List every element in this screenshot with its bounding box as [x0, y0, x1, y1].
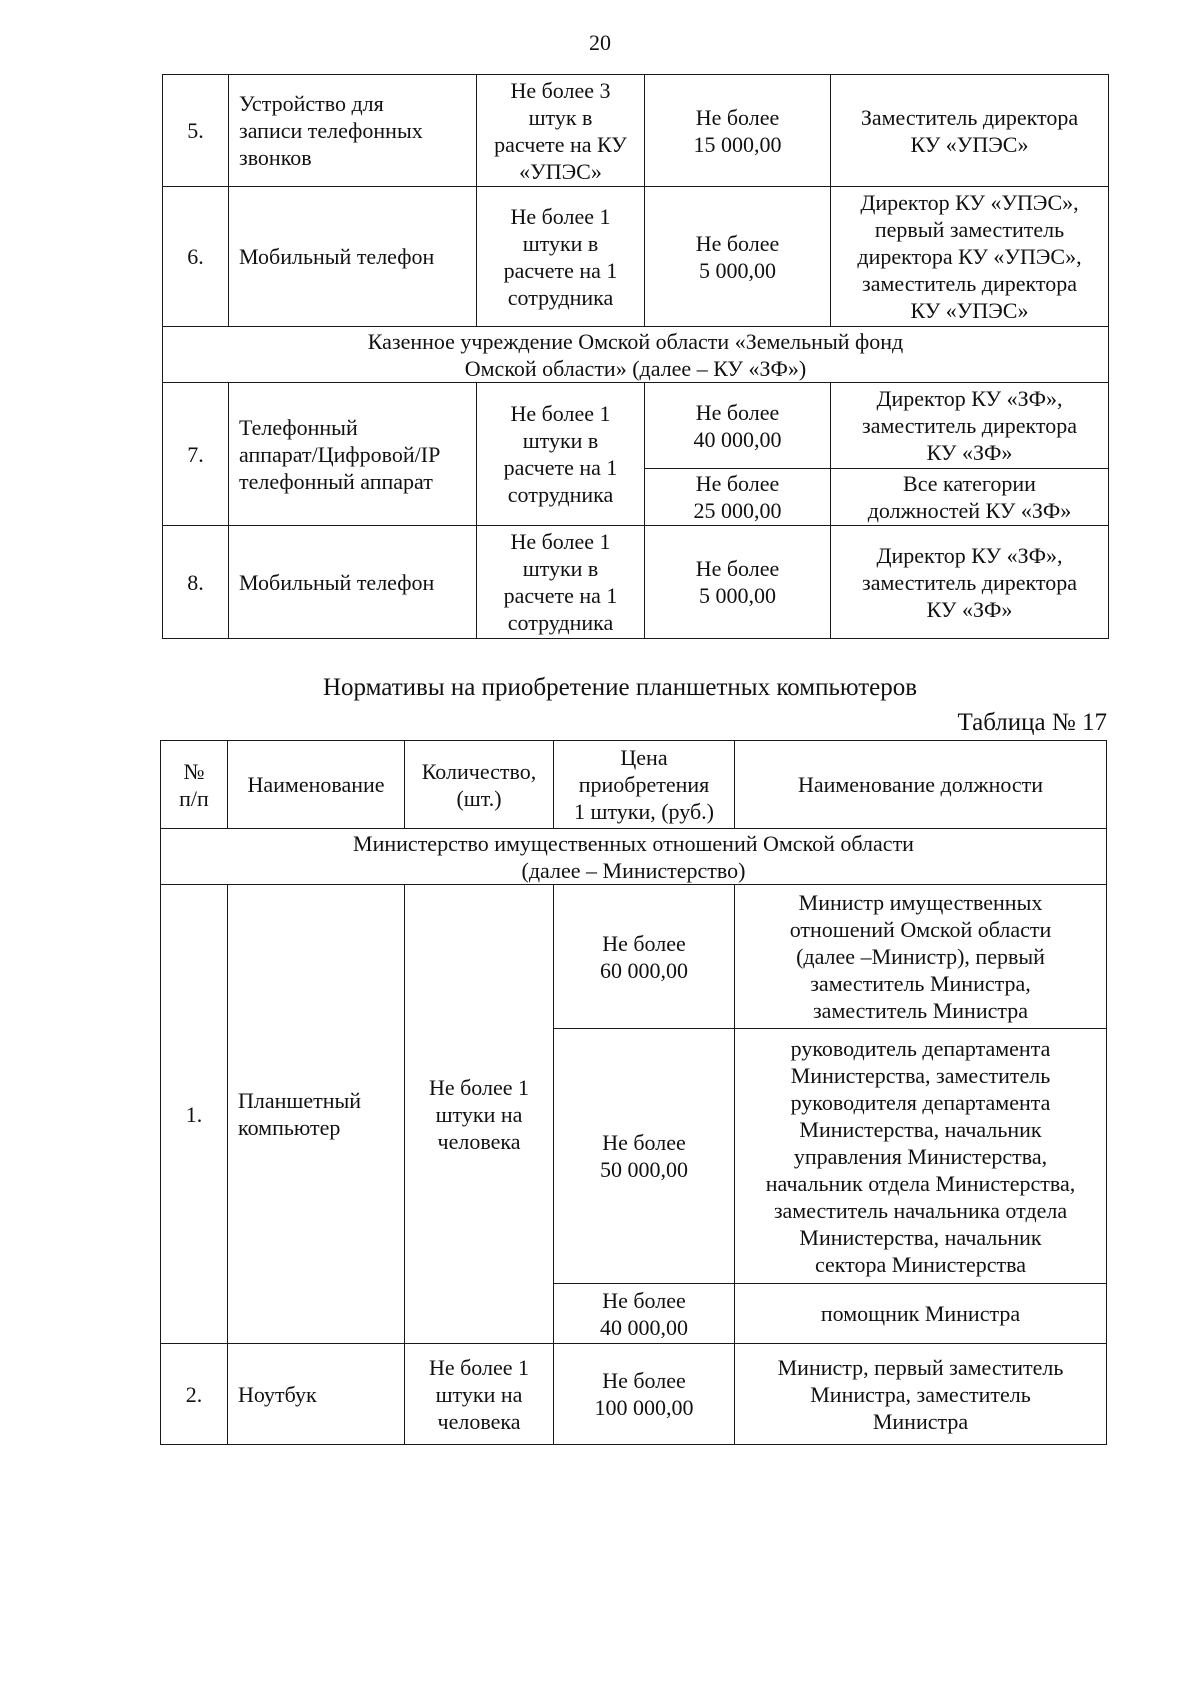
row-number: 2. [161, 1344, 228, 1445]
cell-line: управления Министерства, [793, 1143, 1048, 1169]
cell-line: Не более 1 [510, 401, 611, 426]
cell-line: аппарат/Цифровой/IP [239, 441, 441, 467]
cell-line: помощник Министра [820, 1301, 1021, 1326]
cell-line: Наименование должности [797, 772, 1044, 797]
cell-line: 40 000,00 [693, 426, 782, 452]
item-quantity [405, 885, 554, 1344]
item-price [645, 469, 831, 526]
cell-line: Министр, первый заместитель [777, 1354, 1064, 1380]
cell-line: начальник отдела Министерства, [765, 1170, 1076, 1196]
row-number: 5. [163, 75, 229, 187]
item-name [229, 526, 477, 639]
cell-line: Не более 1 [428, 1074, 530, 1100]
cell-line: заместитель начальника отдела [773, 1197, 1068, 1223]
cell-line: 100 000,00 [594, 1395, 694, 1420]
item-name [228, 885, 405, 1344]
cell-line: Казенное учреждение Омской области «Земельный фонд [367, 328, 904, 354]
item-name [228, 1344, 405, 1445]
cell-line: Не более [602, 930, 686, 956]
cell-line: 25 000,00 [693, 498, 782, 523]
cell-line: руководителя департамента [790, 1089, 1051, 1115]
cell-line: Не более [602, 1130, 686, 1155]
cell-line: Не более [695, 471, 780, 496]
cell-line: Директор КУ «УПЭС», [860, 190, 1079, 215]
item-positions [831, 469, 1109, 526]
cell-line: Министерства, заместитель [790, 1062, 1051, 1088]
item-positions [831, 526, 1109, 639]
item-price [645, 383, 831, 469]
cell-line: (шт.) [456, 785, 502, 811]
cell-line: Не более [695, 104, 780, 130]
cell-line: № [183, 758, 205, 784]
cell-line: Количество, [421, 758, 537, 784]
cell-line: Не более [695, 230, 780, 256]
cell-line: Не более 1 [510, 529, 611, 554]
item-positions [831, 383, 1109, 469]
cell-line: руководитель департамента [790, 1035, 1051, 1061]
cell-line: штуки в [522, 428, 599, 453]
cell-line: штуки в [522, 230, 599, 256]
page-number: 20 [589, 30, 611, 55]
cell-line: КУ «ЗФ» [926, 440, 1013, 465]
cell-line: Не более [602, 1368, 686, 1393]
cell-line: КУ «УПЭС» [910, 298, 1029, 323]
cell-line: КУ «ЗФ» [926, 596, 1013, 622]
header-positions [735, 741, 1107, 829]
cell-line: Все категории [903, 471, 1036, 496]
cell-line: Министра [872, 1408, 969, 1434]
row-number: 8. [163, 526, 229, 639]
cell-line: 15 000,00 [693, 131, 782, 157]
cell-line: заместитель директора [862, 413, 1077, 438]
cell-line: сотрудника [507, 284, 614, 310]
cell-line: заместитель Министра, [810, 971, 1031, 996]
cell-line: Министерства, начальник [799, 1224, 1042, 1250]
cell-line: (далее – Министерство) [521, 857, 746, 883]
item-quantity [477, 526, 645, 639]
item-price [645, 187, 831, 327]
cell-line: Министра, заместитель [810, 1381, 1031, 1407]
item-quantity [477, 383, 645, 526]
cell-line: 1 штуки, (руб.) [574, 799, 714, 824]
cell-line: расчете на 1 [503, 257, 618, 283]
cell-line: отношений Омской области [789, 917, 1052, 942]
cell-line: Устройство для [239, 91, 384, 116]
cell-line: Не более [695, 556, 780, 581]
cell-line: Цена [620, 745, 668, 770]
cell-line: компьютер [238, 1115, 341, 1140]
cell-line: заместитель директора [862, 569, 1077, 595]
cell-line: штуки на [435, 1101, 523, 1127]
section-row [161, 829, 1107, 885]
row-number: 6. [163, 187, 229, 327]
item-quantity [477, 187, 645, 327]
section-row [163, 327, 1109, 383]
cell-line: штук в [528, 104, 593, 130]
item-name [229, 75, 477, 187]
item-price [554, 885, 735, 1029]
cell-line: Не более 3 [510, 77, 611, 103]
cell-line: Министерства, начальник [799, 1116, 1042, 1142]
header-name [228, 741, 405, 829]
cell-line: 50 000,00 [600, 1157, 688, 1182]
item-positions [831, 187, 1109, 327]
table-header-row [161, 741, 1107, 829]
cell-line: Директор КУ «ЗФ», [876, 542, 1063, 568]
cell-line: штуки в [522, 556, 599, 581]
cell-line: Не более [602, 1287, 686, 1313]
cell-line: директора КУ «УПЭС», [857, 244, 1082, 269]
cell-line: Ноутбук [238, 1381, 317, 1407]
cell-line: Наименование [247, 772, 385, 797]
item-price [554, 1284, 735, 1344]
cell-line: Мобильный телефон [239, 569, 435, 595]
cell-line: Министр имущественных [798, 890, 1043, 915]
cell-line: Телефонный [239, 414, 358, 440]
cell-line: Планшетный [238, 1088, 362, 1113]
table-row [163, 75, 1109, 187]
item-positions [735, 1344, 1107, 1445]
row-number: 1. [161, 885, 228, 1344]
cell-line: Директор КУ «ЗФ», [876, 386, 1063, 411]
cell-line: 5 000,00 [699, 583, 776, 608]
cell-line: штуки на [435, 1381, 523, 1407]
item-positions [735, 1029, 1107, 1284]
cell-line: человека [437, 1128, 521, 1154]
item-price [554, 1344, 735, 1445]
section-title: Нормативы на приобретение планшетных компьютеров [322, 674, 918, 701]
cell-line: Министерство имущественных отношений Омской области [353, 830, 914, 856]
item-positions [735, 885, 1107, 1029]
cell-line: звонков [239, 145, 312, 170]
cell-line: Омской области» (далее – КУ «ЗФ») [464, 355, 807, 381]
table-row [163, 187, 1109, 327]
item-positions [735, 1284, 1107, 1344]
cell-line: 5 000,00 [699, 257, 776, 283]
cell-line: сотрудника [507, 610, 614, 635]
cell-line: Не более 1 [510, 203, 611, 229]
cell-line: расчете на 1 [503, 583, 618, 608]
item-price [645, 75, 831, 187]
item-name [229, 383, 477, 526]
row-number: 7. [163, 383, 229, 526]
cell-line: расчете на 1 [503, 455, 618, 480]
item-name [229, 187, 477, 327]
cell-line: 60 000,00 [600, 957, 688, 983]
cell-line: заместитель Министра [812, 998, 1029, 1023]
table-row [163, 383, 1109, 469]
cell-line: сектора Министерства [814, 1251, 1027, 1277]
cell-line: Заместитель директора [860, 104, 1079, 130]
item-positions [831, 75, 1109, 187]
cell-line: заместитель директора [862, 271, 1077, 296]
cell-line: приобретения [578, 772, 710, 797]
section-title-zf [163, 327, 1109, 383]
cell-line: Не более [695, 399, 780, 425]
equipment-table-continued [162, 74, 1109, 639]
cell-line: Мобильный телефон [239, 244, 435, 269]
table-row [161, 1344, 1107, 1445]
cell-line: первый заместитель [874, 217, 1065, 242]
cell-line: Не более 1 [428, 1354, 530, 1380]
item-price [554, 1029, 735, 1284]
table-caption: Таблица № 17 [957, 709, 1107, 736]
cell-line: человека [437, 1408, 521, 1434]
section-title-ministry [161, 829, 1107, 885]
tablet-norms-table [160, 740, 1107, 1445]
header-price [554, 741, 735, 829]
cell-line: записи телефонных [239, 118, 423, 143]
cell-line: телефонный аппарат [239, 468, 433, 494]
cell-line: «УПЭС» [519, 158, 602, 184]
cell-line: (далее –Министр), первый [796, 944, 1045, 969]
cell-line: 40 000,00 [600, 1314, 688, 1340]
item-quantity [477, 75, 645, 187]
table-row [161, 885, 1107, 1029]
cell-line: сотрудника [507, 482, 614, 507]
cell-line: КУ «УПЭС» [910, 131, 1029, 157]
cell-line: расчете на КУ [494, 131, 627, 157]
header-quantity [405, 741, 554, 829]
table-row [163, 526, 1109, 639]
item-quantity [405, 1344, 554, 1445]
cell-line: п/п [179, 785, 209, 811]
cell-line: должностей КУ «ЗФ» [867, 498, 1072, 523]
item-price [645, 526, 831, 639]
header-num [161, 741, 228, 829]
